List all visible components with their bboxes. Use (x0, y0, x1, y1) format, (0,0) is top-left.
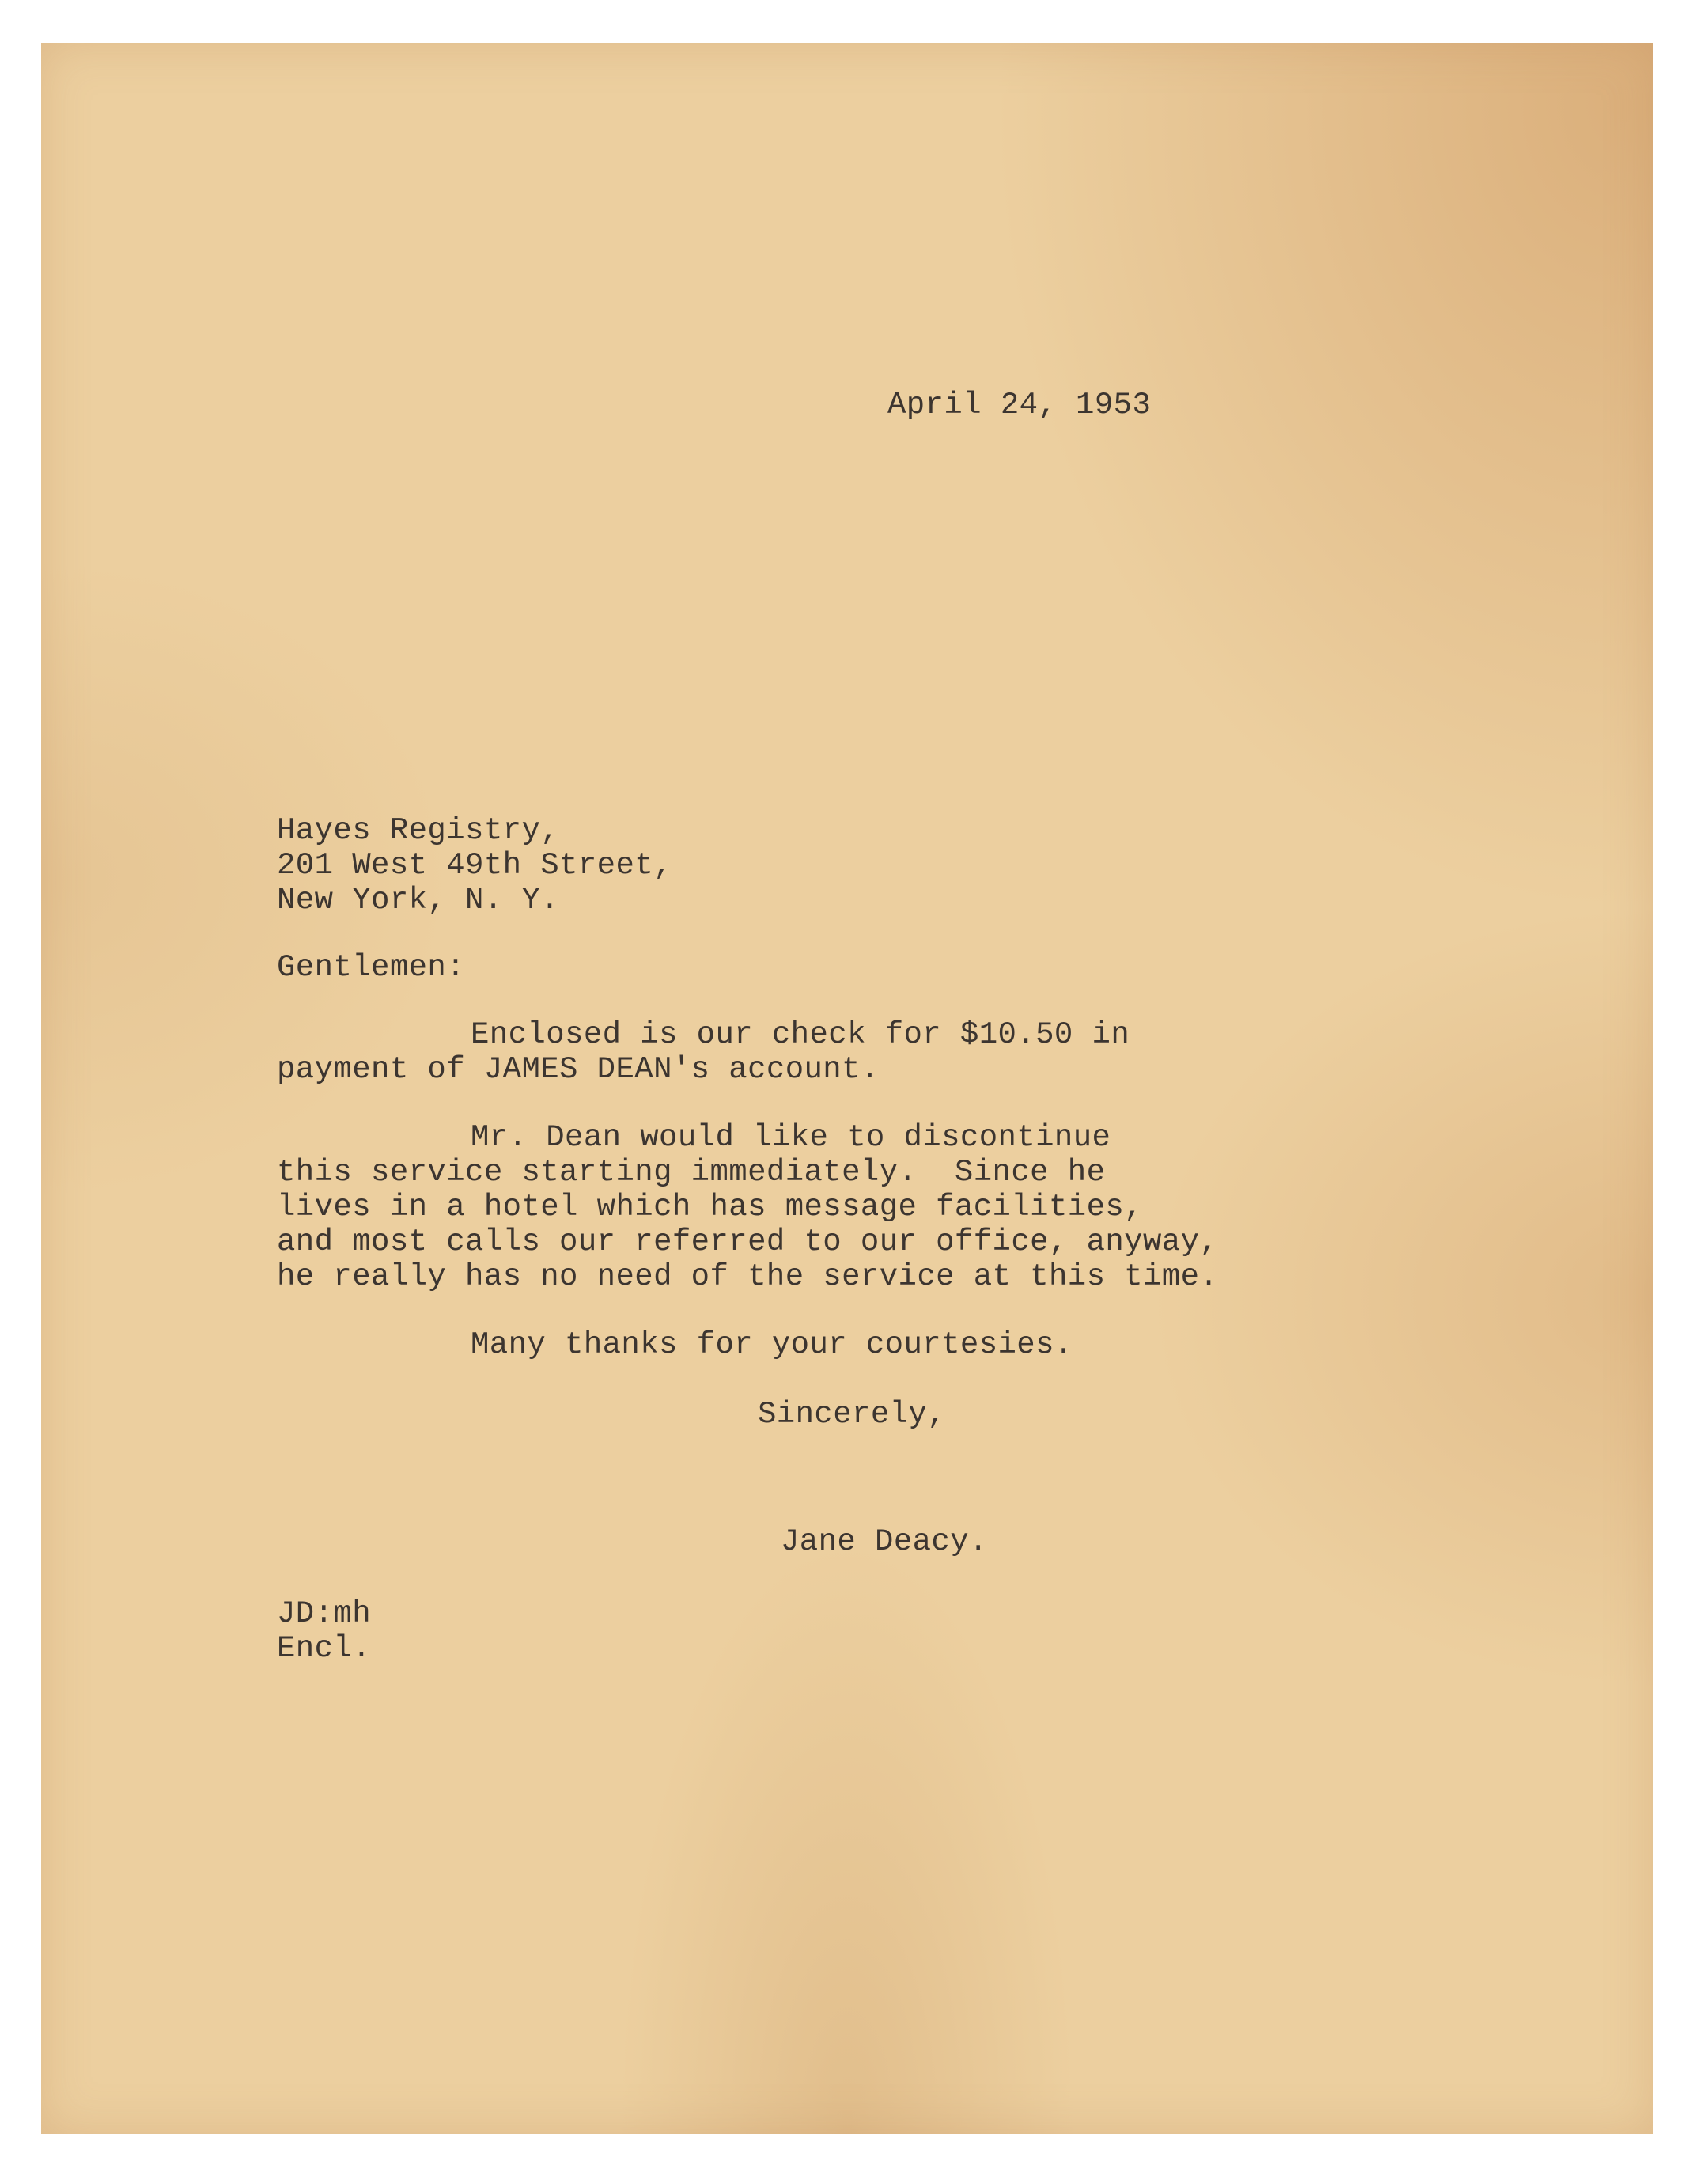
letter-page (41, 43, 1653, 2134)
body-line: payment of JAMES DEAN's account. (277, 1052, 880, 1087)
address-line: 201 West 49th Street, (277, 848, 672, 883)
letter-date: April 24, 1953 (887, 388, 1152, 422)
closing: Sincerely, (758, 1397, 947, 1432)
enclosure-note: Encl. (277, 1631, 372, 1666)
body-line: Many thanks for your courtesies. (471, 1327, 1073, 1362)
salutation: Gentlemen: (277, 950, 466, 985)
body-line: Enclosed is our check for $10.50 in (471, 1017, 1130, 1052)
address-line: Hayes Registry, (277, 813, 560, 848)
body-line: he really has no need of the service at this time. (277, 1259, 1219, 1294)
body-line: Mr. Dean would like to discontinue (471, 1120, 1111, 1155)
signature-name: Jane Deacy. (781, 1524, 988, 1559)
body-line: lives in a hotel which has message facilities, (277, 1190, 1143, 1224)
address-line: New York, N. Y. (277, 883, 560, 918)
typist-initials: JD:mh (277, 1596, 372, 1631)
body-line: and most calls our referred to our office, anyway, (277, 1224, 1219, 1259)
body-line: this service starting immediately. Since he (277, 1155, 1106, 1190)
